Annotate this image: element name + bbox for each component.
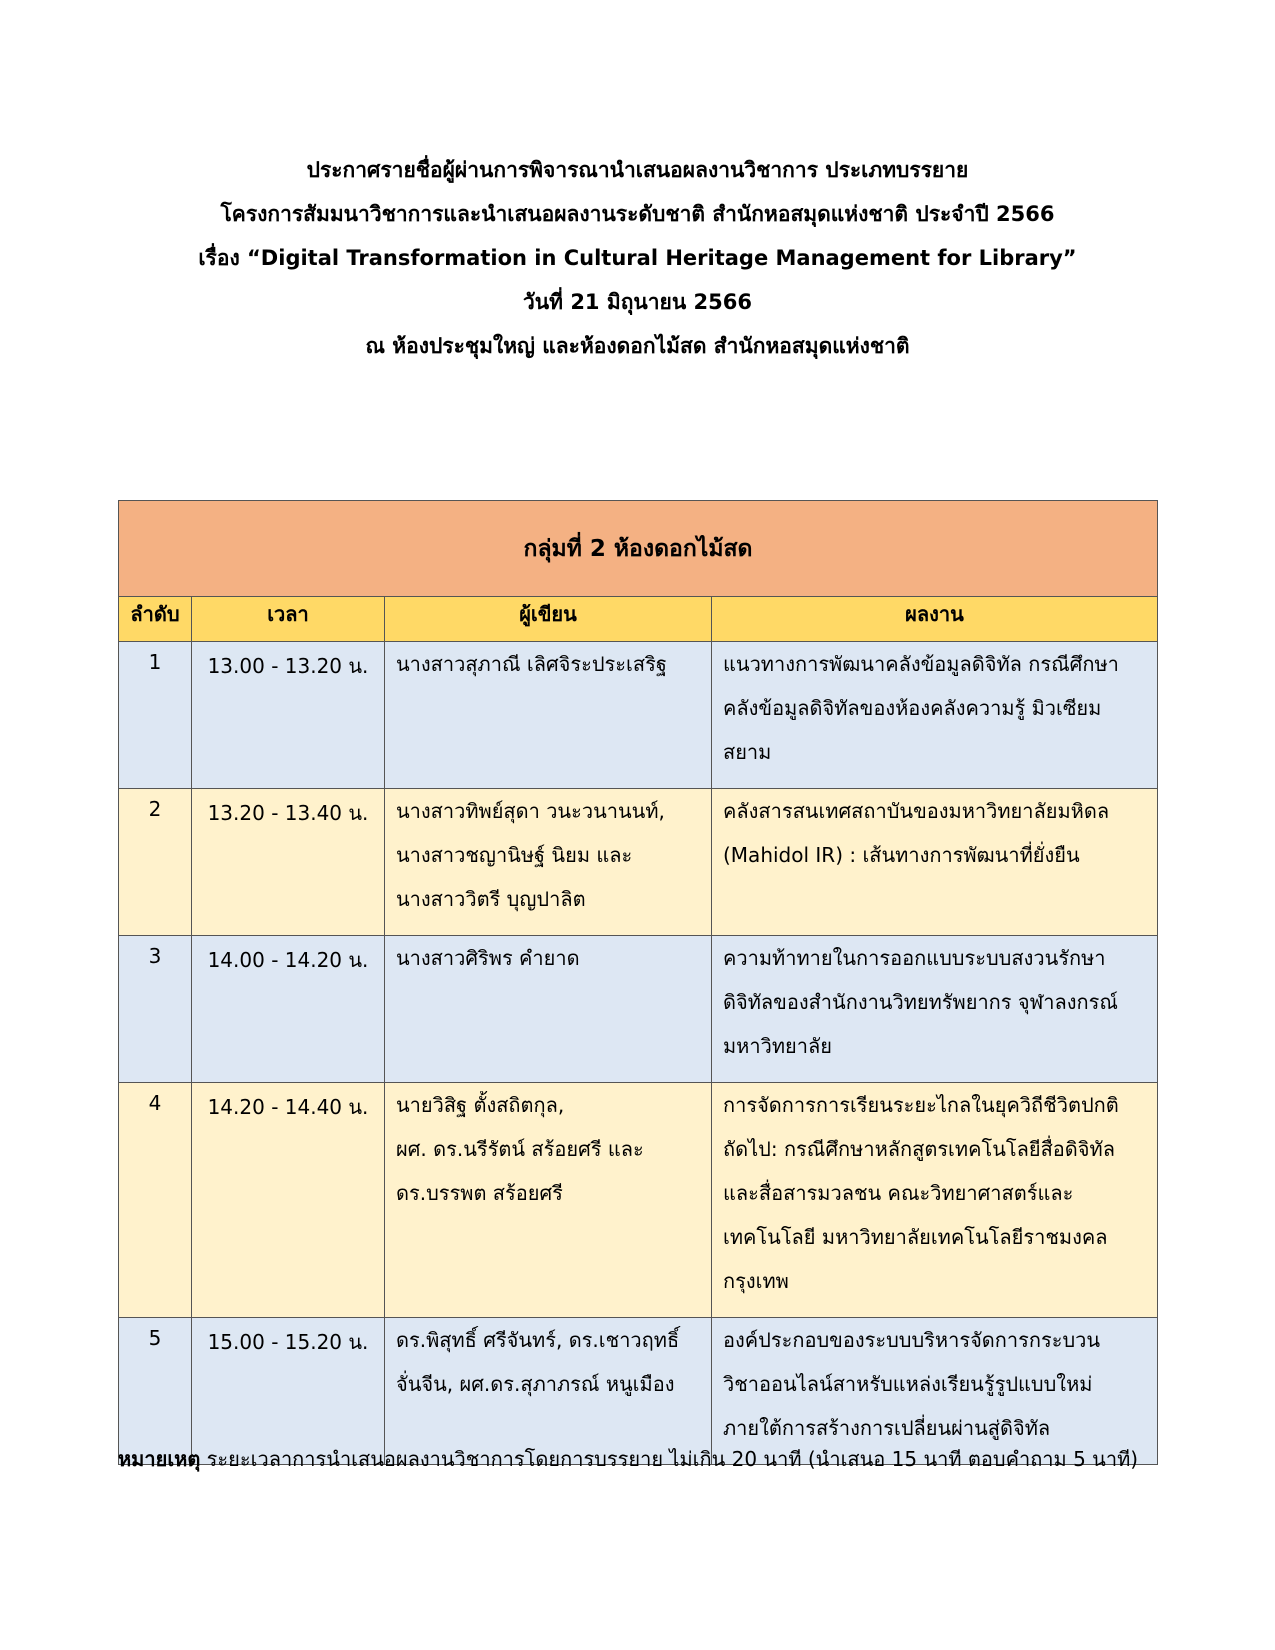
- header-topic: เรื่อง “Digital Transformation in Cultural Heritage Management for Library”: [198, 246, 1077, 270]
- header-date: วันที่ 21 มิถุนายน 2566: [523, 290, 752, 314]
- author-line: ผศ. ดร.นรีรัตน์ สร้อยศรี และ: [396, 1137, 644, 1161]
- column-header-row: [119, 597, 1158, 642]
- work-line: แนวทางการพัฒนาคลังข้อมูลดิจิทัล กรณีศึกษา: [723, 652, 1119, 676]
- author-line: นางสาวสุภาณี เลิศจิระประเสริฐ: [396, 652, 667, 676]
- author-line: นางสาวทิพย์สุดา วนะวนานนท์,: [396, 799, 665, 823]
- row-time: 13.20 - 13.40 น.: [192, 789, 385, 936]
- work-line: ภายใต้การสร้างการเปลี่ยนผ่านสู่ดิจิทัล: [723, 1416, 1051, 1440]
- presentation-schedule-table: [118, 500, 1158, 1465]
- announcement-header: [0, 148, 1275, 368]
- group-title: กลุ่มที่ 2 ห้องดอกไม้สด: [119, 501, 1158, 597]
- column-header-time: เวลา: [192, 597, 385, 642]
- footnote-label: หมายเหตุ: [118, 1447, 201, 1471]
- header-title: ประกาศรายชื่อผู้ผ่านการพิจารณานำเสนอผลงานวิชาการ ประเภทบรรยาย: [306, 158, 969, 182]
- work-line: ดิจิทัลของสำนักงานวิทยทรัพยากร จุฬาลงกรณ์: [723, 990, 1118, 1014]
- footnote-text: ระยะเวลาการนำเสนอผลงานวิชาการโดยการบรรยาย ไม่เกิน 20 นาที (นำเสนอ 15 นาที ตอบคำถาม 5 นาที): [200, 1447, 1139, 1471]
- row-work: [712, 789, 1158, 936]
- work-line: คลังข้อมูลดิจิทัลของห้องคลังความรู้ มิวเซียม: [723, 696, 1102, 720]
- table-row: [119, 789, 1158, 936]
- work-line: เทคโนโลยี มหาวิทยาลัยเทคโนโลยีราชมงคล: [723, 1225, 1108, 1249]
- work-line: และสื่อสารมวลชน คณะวิทยาศาสตร์และ: [723, 1181, 1074, 1205]
- footnote: [118, 1443, 1198, 1475]
- author-line: นายวิสิฐ ตั้งสถิตกุล,: [396, 1093, 565, 1117]
- row-work: [712, 1083, 1158, 1318]
- author-line: ดร.บรรพต สร้อยศรี: [396, 1181, 563, 1205]
- work-line: องค์ประกอบของระบบบริหารจัดการกระบวน: [723, 1328, 1101, 1352]
- row-time: 15.00 - 15.20 น.: [192, 1318, 385, 1465]
- header-venue: ณ ห้องประชุมใหญ่ และห้องดอกไม้สด สำนักหอสมุดแห่งชาติ: [365, 334, 910, 358]
- work-line: สยาม: [723, 740, 772, 764]
- row-number: 3: [119, 936, 192, 1083]
- row-time: 14.20 - 14.40 น.: [192, 1083, 385, 1318]
- row-number: 2: [119, 789, 192, 936]
- author-line: จั่นจีน, ผศ.ดร.สุภาภรณ์ หนูเมือง: [396, 1372, 675, 1396]
- row-number: 4: [119, 1083, 192, 1318]
- row-author: [385, 1083, 712, 1318]
- row-number: 5: [119, 1318, 192, 1465]
- column-header-author: ผู้เขียน: [385, 597, 712, 642]
- work-line: มหาวิทยาลัย: [723, 1034, 832, 1058]
- table-row: [119, 1083, 1158, 1318]
- work-line: คลังสารสนเทศสถาบันของมหาวิทยาลัยมหิดล: [723, 799, 1110, 823]
- row-author: [385, 642, 712, 789]
- row-author: [385, 789, 712, 936]
- row-time: 13.00 - 13.20 น.: [192, 642, 385, 789]
- author-line: ดร.พิสุทธิ์ ศรีจันทร์, ดร.เชาวฤทธิ์: [396, 1328, 680, 1352]
- row-work: [712, 936, 1158, 1083]
- work-line: ความท้าทายในการออกแบบระบบสงวนรักษา: [723, 946, 1106, 970]
- work-line: ถัดไป: กรณีศึกษาหลักสูตรเทคโนโลยีสื่อดิจิทัล: [723, 1137, 1115, 1161]
- column-header-no: ลำดับ: [119, 597, 192, 642]
- work-line: การจัดการการเรียนระยะไกลในยุควิถีชีวิตปกติ: [723, 1093, 1119, 1117]
- header-project: โครงการสัมมนาวิชาการและนำเสนอผลงานระดับชาติ สำนักหอสมุดแห่งชาติ ประจำปี 2566: [220, 202, 1055, 226]
- table-row: [119, 642, 1158, 789]
- author-line: นางสาวศิริพร คำยาด: [396, 946, 580, 970]
- column-header-work: ผลงาน: [712, 597, 1158, 642]
- row-number: 1: [119, 642, 192, 789]
- row-author: [385, 936, 712, 1083]
- table-row: [119, 936, 1158, 1083]
- row-time: 14.00 - 14.20 น.: [192, 936, 385, 1083]
- work-line: กรุงเทพ: [723, 1269, 789, 1293]
- author-line: นางสาวชญานิษฐ์ นิยม และ: [396, 843, 633, 867]
- author-line: นางสาววิตรี บุญปาลิต: [396, 887, 586, 911]
- work-line: (Mahidol IR) : เส้นทางการพัฒนาที่ยั่งยืน: [723, 843, 1080, 867]
- work-line: วิชาออนไลน์สาหรับแหล่งเรียนรู้รูปแบบใหม่: [723, 1372, 1093, 1396]
- row-work: [712, 642, 1158, 789]
